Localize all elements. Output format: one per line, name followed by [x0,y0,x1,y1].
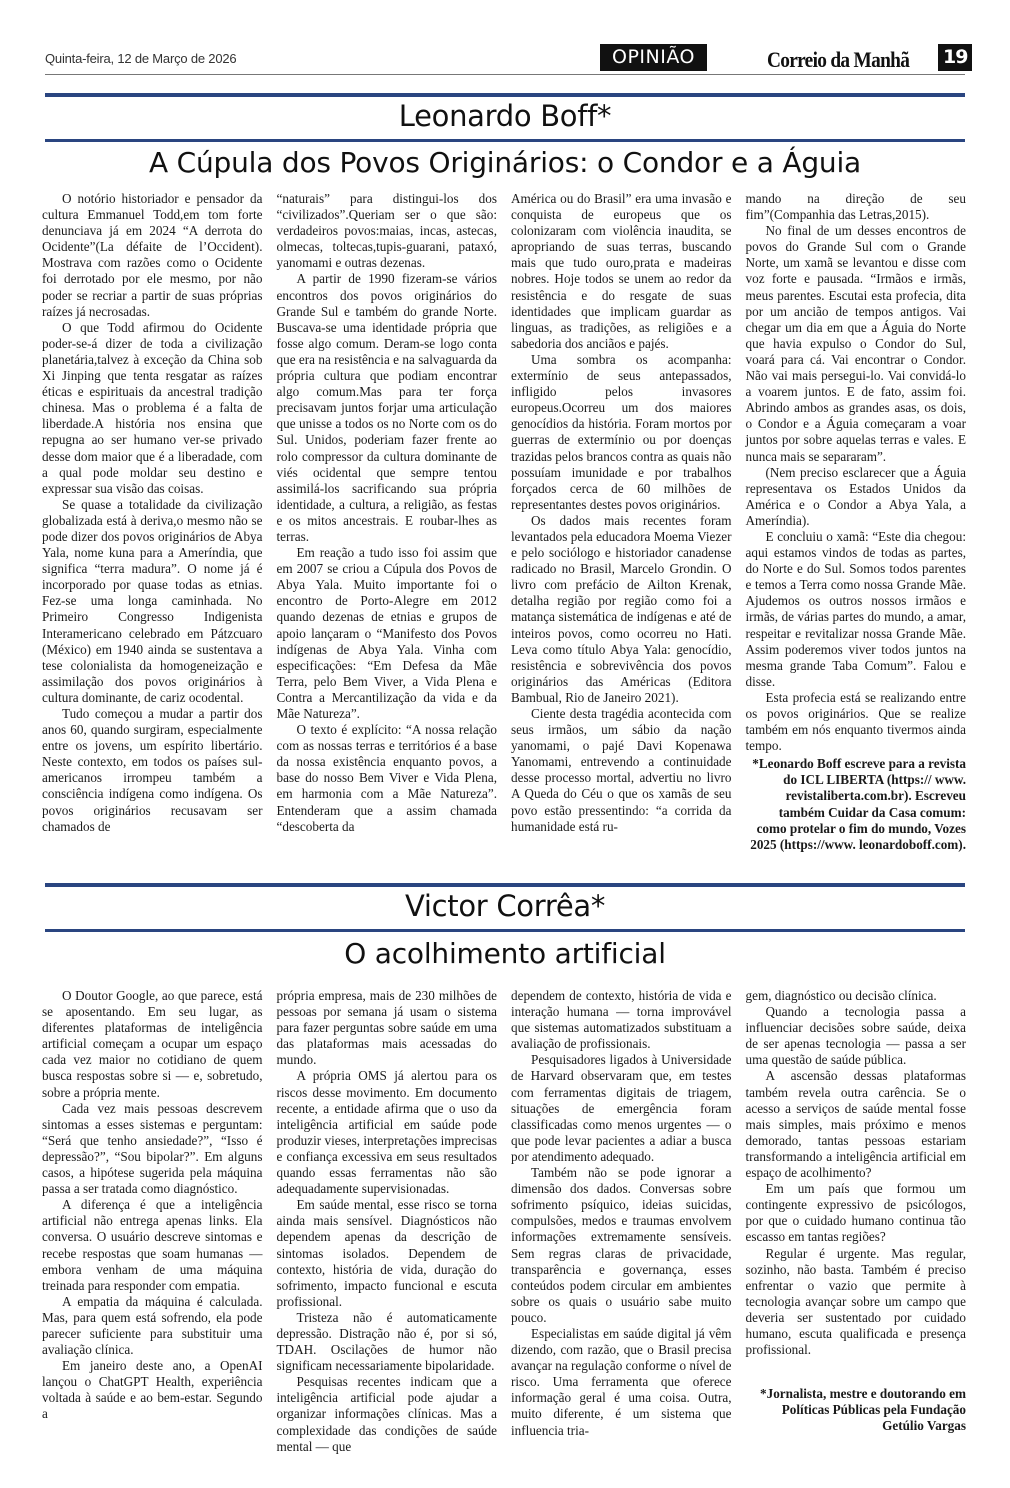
paragraph: Em janeiro deste ano, a OpenAI lançou o ChatGPT Health, experiência voltada à saúde e ao bem-estar. Segundo a [42,1358,263,1422]
paragraph: O notório historiador e pensador da cultura Emmanuel Todd,em tom forte denunciava já em 2024 “A derrota do Ocidente”(La défaite de l’Occident). Mostrava com razões como o Ocidente foi derrotado por ele mesmo, por não poder se recriar a partir de suas próprias raízes já necrosadas. [42,191,263,319]
paragraph: A diferença é que a inteligência artificial não entrega apenas links. Ela conversa. O usuário descreve sintomas e recebe respostas que soam humanas — embora venham de uma máquina treinada para responder com empatia. [42,1197,263,1293]
paragraph: própria empresa, mais de 230 milhões de pessoas por semana já usam o sistema para fazer perguntas sobre saúde em uma das plataformas mais acessadas do mundo. [276,988,497,1068]
paragraph: A empatia da máquina é calculada. Mas, para quem está sofrendo, ela pode parecer suficiente para substituir uma avaliação clínica. [42,1293,263,1358]
divider-thick [45,93,965,97]
paragraph: Em saúde mental, esse risco se torna ainda mais sensível. Diagnósticos não dependem apenas da descrição de sintomas isolados. Dependem de contexto, história de vida, duração do sofrimento, impacto funcional e escuta profissional. [276,1197,497,1309]
article-2-column-2 [277,988,498,1455]
article-2-column-4 [746,988,967,1455]
paragraph: “naturais” para distingui-los dos “civilizados”.Queriam ser o que são: verdadeiros povos:maias, incas, astecas, olmecas, toltecas,tupis-guarani, pataxó, yanomami e outras dezenas. [276,191,497,271]
paragraph: Ciente desta tragédia acontecida com seus irmãos, um sábio da nação yanomami, o pajé Davi Kopenawa Yanomami, entrevendo a continuidade desse processo mortal, advertiu no livro A Queda do Céu o que os xamãs de seu povo estão pressentindo: “a corrida da humanidade está ru- [511,706,732,834]
section-label: OPINIÃO [600,44,707,71]
paragraph: Esta profecia está se realizando entre os povos originários. Que se realize também em nós enquanto tivermos ainda tempo. [745,689,966,754]
article-1-body [42,191,966,853]
article-2-body [42,988,966,1455]
paragraph: O que Todd afirmou do Ocidente poder-se-á dizer de toda a civilização planetária,talvez à exceção da China sob Xi Jinping que tenta resgatar as raízes éticas e espirituais da ancestral tradição chinesa. Mas o problema é a falta de liberdade.A história nos ensina que repugna ao ser humano ver-se privado desse dom maior que é a liberadade, com a qual pode moldar seu destino e expressar sua visão das coisas. [42,319,263,496]
paragraph: gem, diagnóstico ou decisão clínica. [745,988,937,1003]
edition-date: Quinta-feira, 12 de Março de 2026 [45,51,237,66]
paragraph: E concluiu o xamã: “Este dia chegou: aqui estamos vindos de todas as partes, do Norte e do Sul. Somos todos parentes e temos a Terra como nossa Grande Mãe. Ajudemos os outros nossos irmãos e irmãs, de várias partes do mundo, a amar, respeitar e revitalizar nossa Grande Mãe. Assim poderemos viver todos juntos na mesma grande Taba Comum”. Falou e disse. [745,528,966,689]
paragraph: O Doutor Google, ao que parece, está se aposentando. Em seu lugar, as diferentes plataformas de inteligência artificial começam a ocupar um espaço cada vez maior no cotidiano de quem busca respostas sobre si — e, sobretudo, sobre a própria mente. [42,988,263,1100]
masthead [45,44,968,75]
paragraph: Uma sombra os acompanha: extermínio de seus antepassados, infligido pelos invasores europeus.Ocorreu um dos maiores genocídios da história. Foram mortos por guerras de extermínio ou por doenças trazidas pelos brancos contra as quais não possuíam imunidade e por trabalhos forçados cerca de 60 milhões de representantes destes povos originários. [511,351,732,512]
author-note: *Leonardo Boff escreve para a revista do ICL LIBERTA (https:// www. revistaliberta.com.br). Escreveu também Cuidar da Casa comum: como protelar o fim do mundo, Vozes 2025 (https://www. leonardoboff.com). [750,756,966,852]
paragraph: Tristeza não é automaticamente depressão. Distração não é, por si só, TDAH. Oscilações de humor não significam necessariamente bipolaridade. [276,1309,497,1374]
paragraph: Pesquisas recentes indicam que a inteligência artificial pode ajudar a organizar informações clínicas. Mas a complexidade das condições de saúde mental — que [276,1374,497,1454]
article-1-column-4 [746,191,967,853]
paragraph: Cada vez mais pessoas descrevem sintomas a esses sistemas e perguntam: “Será que tenho ansiedade?”, “Isso é depressão?”, “Sou bipolar?”. Em alguns casos, a hipótese sugerida pela máquina passa a ser tratada como diagnóstico. [42,1100,263,1197]
paragraph: América ou do Brasil” era uma invasão e conquista de europeus que os colonizaram com violência inaudita, se apropriando de suas terras, buscando mais que tudo ouro,prata e madeiras nobres. Hoje todos se unem ao redor da resistência e do resgate de suas identidades que implicam guardar as linguas, as tradições, as religiões e a sabedoria dos anciãos e pajés. [511,191,732,351]
paragraph: Pesquisadores ligados à Universidade de Harvard observaram que, em testes com ferramentas digitais de triagem, situações de emergência foram classificadas como menos urgentes — o que pode levar pacientes a adiar a busca por atendimento adequado. [511,1052,732,1164]
divider-thick [45,883,965,887]
article-2-headline: O acolhimento artificial [344,937,666,970]
article-2-author: Victor Corrêa* [404,889,606,923]
article-1-headline: A Cúpula dos Povos Originários: o Condor e a Águia [148,146,861,179]
paragraph: A ascensão dessas plataformas também revela outra carência. Se o acesso a serviços de saúde mental fosse mais simples, mais próximo e menos demorado, tantas pessoas estariam transformando a inteligência artificial em espaço de acolhimento? [745,1068,966,1181]
paragraph: Tudo começou a mudar a partir dos anos 60, quando surgiram, especialmente entre os jovens, um espírito libertário. Neste contexto, em todos os países sul-americanos irrompeu também a consciência indígena como indígena. Os povos originários recusavam ser chamados de [42,706,263,834]
paragraph: Em um país que formou um contingente expressivo de psicólogos, por que o cuidado humano continua tão escasso em tantas regiões? [745,1181,966,1245]
paragraph: Em reação a tudo isso foi assim que em 2007 se criou a Cúpula dos Povos de Abya Yala. Muito importante foi o encontro de Porto-Alegre em 2012 quando dezenas de etnias e grupos de apoio lançaram o “Manifesto dos Povos indígenas de Abya Yala. Vinha com especificações: “Em Defesa da Mãe Terra, pelo Bem Viver, a Vida Plena e Contra a Mercantilização da vida e da Mãe Natureza”. [276,545,497,721]
article-2-column-1 [42,988,263,1455]
paragraph: dependem de contexto, história de vida e interação humana — torna improvável que sistemas automatizados substituam a avaliação de profissionais. [511,988,732,1052]
paragraph: Regular é urgente. Mas regular, sozinho, não basta. Também é preciso enfrentar o vazio que permite à tecnologia avançar sobre um campo que deveria ser sustentado por cuidado humano, escuta qualificada e presença profissional. [745,1245,966,1358]
paragraph: Quando a tecnologia passa a influenciar decisões sobre saúde, deixa de ser apenas tecnologia — passa a ser uma questão de saúde pública. [745,1004,966,1068]
article-2-column-3 [511,988,732,1455]
author-note: *Jornalista, mestre e doutorando em Políticas Públicas pela Fundação Getúlio Vargas [760,1386,966,1434]
paragraph: Também não se pode ignorar a dimensão dos dados. Conversas sobre sofrimento psíquico, ideias suicidas, compulsões, medos e traumas envolvem informações extremamente sensíveis. Sem regras claras de privacidade, transparência e governança, esses conteúdos podem circular em ambientes sobre os quais o usuário sabe muito pouco. [511,1165,732,1325]
article-1-author: Leonardo Boff* [398,99,612,133]
paragraph: mando na direção de seu fim”(Companhia das Letras,2015). [745,191,966,223]
paragraph: A partir de 1990 fizeram-se vários encontros dos povos originários do Grande Sul e também do grande Norte. Buscava-se uma identidade própria que fosse algo comum. Deram-se logo conta que era na resistência e na salvaguarda da própria cultura que podiam encontrar algo comum.Mas para ter força precisavam juntos forjar uma articulação que unisse a todos os no Norte com os do Sul. Unidos, poderiam fazer frente ao rolo compressor da cultura dominante de viés ocidental que sempre tentou assimilá-los sacrificando sua própria identidade, a cultura, a religião, as festas e os mitos ancestrais. E roubar-lhes as terras. [276,271,497,544]
paragraph: O texto é explícito: “A nossa relação com as nossas terras e territórios é a base da nossa existência enquanto povos, a base do nosso Bem Viver e Vida Plena, em harmonia com a Mãe Natureza”. Entenderam que a assim chamada “descoberta da [276,722,497,834]
paragraph: Especialistas em saúde digital já vêm dizendo, com razão, que o Brasil precisa avançar na regulação conforme o nível de risco. Uma ferramenta que oferece informação geral é uma coisa. Outra, muito diferente, é um sistema que influencia tria- [511,1325,732,1438]
paragraph: A própria OMS já alertou para os riscos desse movimento. Em documento recente, a entidade afirma que o uso da inteligência artificial em saúde pode produzir vieses, interpretações imprecisas e confiança excessiva em seus resultados quando essas ferramentas não são adequadamente supervisionadas. [276,1068,497,1197]
paragraph: Os dados mais recentes foram levantados pela educadora Moema Viezer e pelo sociólogo e historiador canadense radicado no Brasil, Marcelo Grondin. O livro com prefácio de Ailton Krenak, detalha região por região como foi a matança sistemática de indígenas e até de inteiros povos, como ocorreu no Hati. Leva como título Abya Yala: genocídio, resistência e sobrevivência dos povos originários das Américas (Editora Bambual, Rio de Janeiro 2021). [511,512,732,705]
paragraph: No final de um desses encontros de povos do Grande Sul com o Grande Norte, um xamã se levantou e disse com voz forte e pausada. “Irmãos e irmãs, meus parentes. Escutai esta profecia, dita por um ancião de tempos antigos. Vai chegar um dia em que a Águia do Norte que havia expulso o Condor do Sul, voará para cá. Vai encontrar o Condor. Não vai mais persegui-lo. Vai convidá-lo a voarem juntos. E de fato, assim foi. Abrindo ambos as grandes asas, os dois, o Condor e a Águia começaram a voar juntos por sobre aquelas terras e vales. E nunca mais se separaram”. [745,223,966,464]
divider-thin [45,139,965,142]
page-number: 19 [938,44,972,71]
article-1-column-3 [511,191,732,853]
article-1-column-1 [42,191,263,853]
divider-thin [45,929,965,932]
article-1-column-2 [277,191,498,853]
paragraph: (Nem preciso esclarecer que a Águia representava os Estados Unidos da América e o Condor a Abya Yala, a Ameríndia). [745,464,966,528]
paragraph: Se quase a totalidade da civilização globalizada está à deriva,o mesmo não se pode dizer dos povos originários de Abya Yala, nome kuna para a Ameríndia, que significa “terra madura”. O nome já é incorporado por quase todas as etnias. Fez-se uma longa caminhada. No Primeiro Congresso Indigenista Interamericano celebrado em Pátzcuaro (México) em 1940 ainda se sustentava a tese colonialista da homogeneização e assimilação dos povos originários à cultura dominante, de cariz ocodental. [42,496,263,705]
newspaper-logo: Correio da Manhã [767,47,910,72]
